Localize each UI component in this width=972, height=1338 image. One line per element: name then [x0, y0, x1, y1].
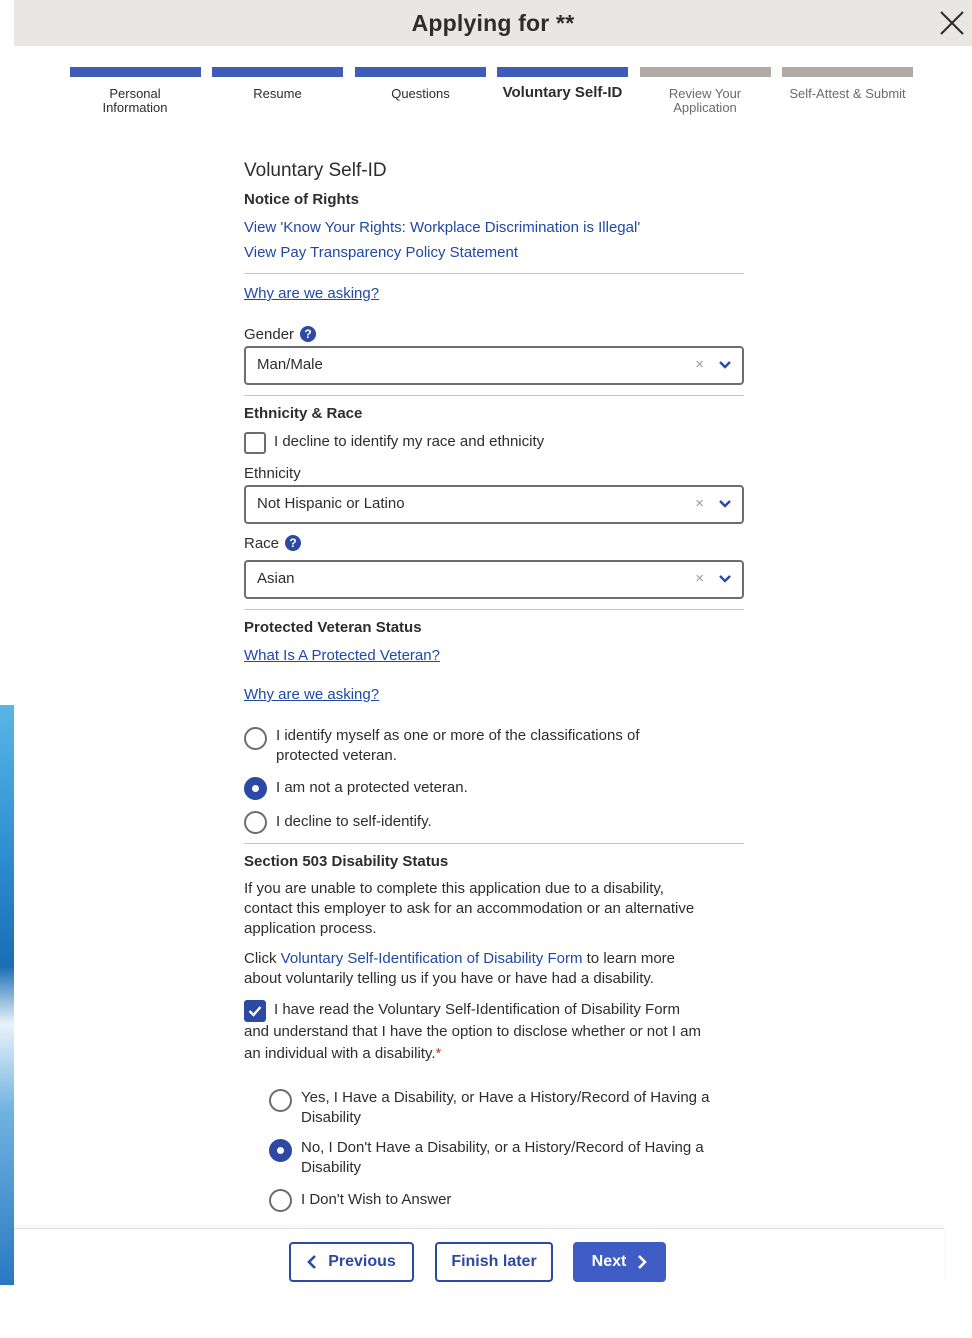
know-your-rights-link[interactable]: View 'Know Your Rights: Workplace Discrimination is Illegal': [244, 219, 641, 236]
previous-button[interactable]: [289, 1242, 414, 1282]
step-label: Voluntary Self-ID: [502, 84, 623, 101]
chevron-down-icon[interactable]: [718, 360, 732, 370]
option-text: I identify myself as one or more of the classifications of: [276, 727, 640, 744]
chevron-right-icon: [637, 1255, 647, 1269]
disability-option-radio-yes[interactable]: [269, 1089, 292, 1112]
background-ocean-image: [0, 705, 14, 1285]
help-icon[interactable]: ?: [300, 326, 316, 342]
step-bar: [497, 67, 628, 77]
option-text: Disability: [301, 1109, 362, 1126]
form-title: Voluntary Self-ID: [244, 160, 387, 181]
veteran-why-asking-link[interactable]: Why are we asking?: [244, 686, 380, 703]
why-asking-link[interactable]: Why are we asking?: [244, 285, 380, 302]
gender-select[interactable]: [244, 346, 744, 385]
step-bar: [70, 67, 201, 77]
chevron-left-icon: [307, 1255, 317, 1269]
para-line: [244, 949, 744, 969]
ethnicity-race-heading: Ethnicity & Race: [244, 405, 363, 422]
disability-form-info-text: [244, 949, 744, 989]
divider: [244, 273, 744, 274]
step-label: Personal Information: [102, 86, 168, 115]
step-personal-information: [70, 67, 201, 115]
notice-of-rights-heading: Notice of Rights: [244, 191, 359, 208]
veteran-option-radio-decline[interactable]: [244, 811, 267, 834]
step-bar: [782, 67, 913, 77]
disability-status-heading: Section 503 Disability Status: [244, 853, 449, 870]
clear-icon[interactable]: ×: [695, 495, 704, 512]
page-title: Applying for **: [411, 9, 575, 36]
clear-icon[interactable]: ×: [695, 570, 704, 587]
disability-option-label: [301, 1138, 704, 1178]
help-icon[interactable]: ?: [285, 535, 301, 551]
veteran-option-label: [276, 726, 640, 766]
disability-option-radio-no-answer[interactable]: [269, 1189, 292, 1212]
veteran-option-radio-not-veteran[interactable]: [244, 777, 267, 800]
checkmark-icon: [248, 1005, 262, 1017]
ack-line: and understand that I have the option to disclose whether or not I am: [244, 1023, 701, 1040]
para-suffix: to learn more: [582, 950, 676, 967]
previous-label: Previous: [328, 1253, 396, 1270]
ack-line-text: an individual with a disability.: [244, 1045, 436, 1062]
next-label: Next: [591, 1253, 627, 1270]
divider: [244, 609, 744, 610]
option-text: Disability: [301, 1159, 362, 1176]
finish-later-label: Finish later: [451, 1253, 537, 1270]
step-bar: [212, 67, 343, 77]
veteran-status-heading: Protected Veteran Status: [244, 619, 422, 636]
gender-label: [244, 326, 316, 343]
disability-option-radio-no[interactable]: [269, 1139, 292, 1162]
ethnicity-label: Ethnicity: [244, 465, 301, 482]
finish-later-button[interactable]: [435, 1242, 553, 1282]
decline-race-ethnicity-label: I decline to identify my race and ethnicity: [274, 433, 545, 450]
disability-form-link[interactable]: Voluntary Self-Identification of Disability Form: [280, 950, 583, 967]
option-text: No, I Don't Have a Disability, or a History/Record of Having a: [301, 1139, 704, 1156]
race-label: [244, 535, 301, 552]
option-text: Yes, I Have a Disability, or Have a History/Record of Having a: [301, 1089, 710, 1106]
next-button[interactable]: [573, 1242, 666, 1282]
decline-race-ethnicity-checkbox[interactable]: [244, 432, 266, 454]
veteran-option-radio-identify[interactable]: [244, 727, 267, 750]
step-voluntary-self-id: [497, 67, 628, 100]
required-marker: *: [435, 1045, 442, 1062]
clear-icon[interactable]: ×: [695, 356, 704, 373]
para-line: about voluntarily telling us if you have or have had a disability.: [244, 970, 654, 987]
progress-steps: [70, 67, 913, 127]
gender-value: Man/Male: [257, 356, 323, 373]
ack-line: [244, 1044, 441, 1064]
page-header: [14, 0, 972, 46]
ethnicity-select[interactable]: [244, 485, 744, 524]
para-line: If you are unable to complete this application due to a disability,: [244, 880, 664, 897]
disability-accommodation-text: [244, 879, 744, 939]
ethnicity-value: Not Hispanic or Latino: [257, 495, 405, 512]
race-select[interactable]: [244, 560, 744, 599]
close-icon[interactable]: [938, 9, 966, 37]
step-bar: [640, 67, 771, 77]
step-label: Questions: [391, 86, 450, 101]
option-text: protected veteran.: [276, 747, 397, 764]
disability-acknowledgement-checkbox[interactable]: [244, 1000, 266, 1022]
para-prefix: Click: [244, 950, 281, 967]
step-label: Resume: [253, 86, 302, 101]
step-review-application: [640, 67, 771, 115]
divider: [244, 395, 744, 396]
step-self-attest-submit: [782, 67, 913, 101]
divider: [244, 843, 744, 844]
race-label-text: Race: [244, 535, 280, 552]
footer-action-bar: [14, 1228, 944, 1286]
what-is-protected-veteran-link[interactable]: What Is A Protected Veteran?: [244, 647, 440, 664]
race-value: Asian: [257, 570, 295, 587]
step-resume: [212, 67, 343, 101]
chevron-down-icon[interactable]: [718, 499, 732, 509]
step-label: Self-Attest & Submit: [789, 86, 906, 101]
veteran-option-label: I am not a protected veteran.: [276, 779, 468, 796]
pay-transparency-link[interactable]: View Pay Transparency Policy Statement: [244, 244, 519, 261]
disability-option-label: I Don't Wish to Answer: [301, 1191, 452, 1208]
step-bar: [355, 67, 486, 77]
chevron-down-icon[interactable]: [718, 574, 732, 584]
para-line: contact this employer to ask for an accommodation or an alternative: [244, 900, 695, 917]
gender-label-text: Gender: [244, 326, 295, 343]
ack-line: I have read the Voluntary Self-Identification of Disability Form: [274, 1001, 681, 1018]
step-label: Review Your Application: [668, 86, 742, 115]
veteran-option-label: I decline to self-identify.: [276, 813, 432, 830]
step-questions: [355, 67, 486, 101]
disability-option-label: [301, 1088, 710, 1128]
para-line: application process.: [244, 920, 377, 937]
